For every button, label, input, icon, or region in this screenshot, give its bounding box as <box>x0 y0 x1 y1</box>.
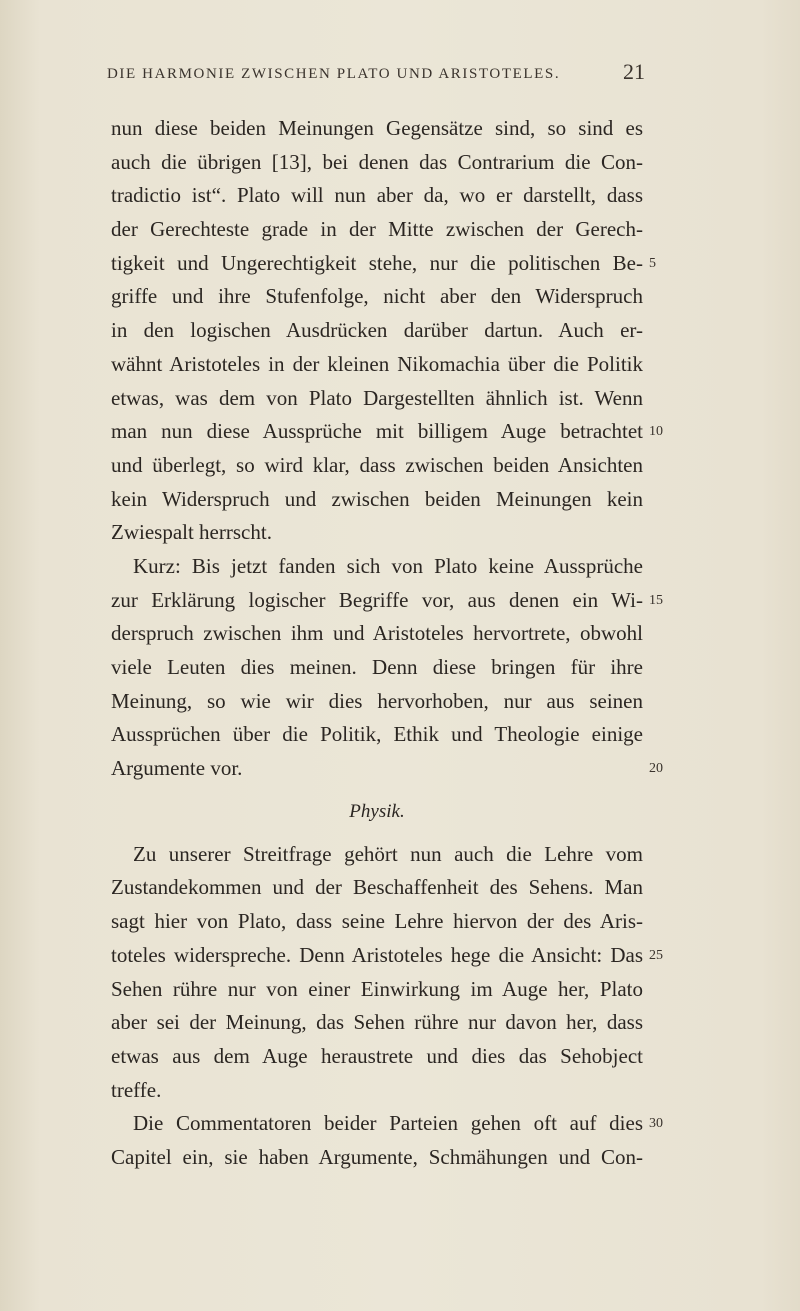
text-line: etwas aus dem Auge heraustrete und dies das Sehobject <box>111 1043 643 1068</box>
text-line: tradictio ist“. Plato will nun aber da, wo er darstellt, dass <box>111 183 643 208</box>
body-text <box>111 112 663 1175</box>
text-line: Die Commentatoren beider Parteien gehen oft auf dies 30 <box>111 1107 643 1141</box>
text-line: treffe. <box>111 1077 162 1102</box>
running-title: DIE HARMONIE ZWISCHEN PLATO UND ARISTOTELES. <box>107 66 561 82</box>
text-line: sagt hier von Plato, dass seine Lehre hiervon der des Aris- <box>111 909 643 934</box>
text-line: Meinung, so wie wir dies hervorhoben, nur aus seinen <box>111 688 643 713</box>
line-number: 30 <box>649 1116 663 1132</box>
text-line: Capitel ein, sie haben Argumente, Schmähungen und Con- <box>111 1144 643 1169</box>
text-line: Sehen rühre nur von einer Einwirkung im Auge her, Plato <box>111 976 643 1001</box>
text-line: viele Leuten dies meinen. Denn diese bringen für ihre <box>111 655 643 679</box>
text-line: und überlegt, so wird klar, dass zwischen beiden Ansichten <box>111 452 643 477</box>
text-line: griffe und ihre Stufenfolge, nicht aber den Widerspruch <box>111 284 643 309</box>
text-line: wähnt Aristoteles in der kleinen Nikomachia über die Politik <box>111 351 643 376</box>
text-line: tigkeit und Ungerechtigkeit stehe, nur die politischen Be- 5 <box>111 247 643 281</box>
section-heading: Physik. <box>349 800 405 822</box>
text-line: Zustandekommen und der Beschaffenheit des Sehens. Man <box>111 875 643 900</box>
line-number: 25 <box>649 947 663 963</box>
text-line: Argumente vor. 20 <box>111 752 643 786</box>
text-line: Aussprüchen über die Politik, Ethik und Theologie einige <box>111 722 643 747</box>
text-line: zur Erklärung logischer Begriffe vor, aus denen ein Wi- 15 <box>111 584 643 618</box>
text-line: derspruch zwischen ihm und Aristoteles hervortrete, obwohl <box>111 621 643 646</box>
line-number: 20 <box>649 761 663 777</box>
text-line: Zwiespalt herrscht. <box>111 520 272 545</box>
text-line: in den logischen Ausdrücken darüber dartun. Auch er- <box>111 318 643 343</box>
text-line: Zu unserer Streitfrage gehört nun auch die Lehre vom <box>133 841 643 866</box>
text-line: aber sei der Meinung, das Sehen rühre nur davon her, dass <box>111 1010 643 1035</box>
text-line: der Gerechteste grade in der Mitte zwischen der Gerech- <box>111 217 643 242</box>
text-line: auch die übrigen [13], bei denen das Contrarium die Con- <box>111 149 643 174</box>
line-number: 10 <box>649 424 663 440</box>
text-line: Kurz: Bis jetzt fanden sich von Plato keine Aussprüche <box>133 553 643 578</box>
text-line: nun diese beiden Meinungen Gegensätze sind, so sind es <box>111 116 643 140</box>
text-line: toteles widerspreche. Denn Aristoteles hege die Ansicht: Das 25 <box>111 939 643 973</box>
text-line: kein Widerspruch und zwischen beiden Meinungen kein <box>111 486 643 511</box>
line-number: 15 <box>649 592 663 608</box>
text-line: man nun diese Aussprüche mit billigem Auge betrachtet 10 <box>111 415 643 449</box>
page-number: 21 <box>623 59 645 84</box>
line-number: 5 <box>649 255 656 271</box>
text-line: etwas, was dem von Plato Dargestellten ähnlich ist. Wenn <box>111 385 643 410</box>
page-header <box>0 59 800 86</box>
